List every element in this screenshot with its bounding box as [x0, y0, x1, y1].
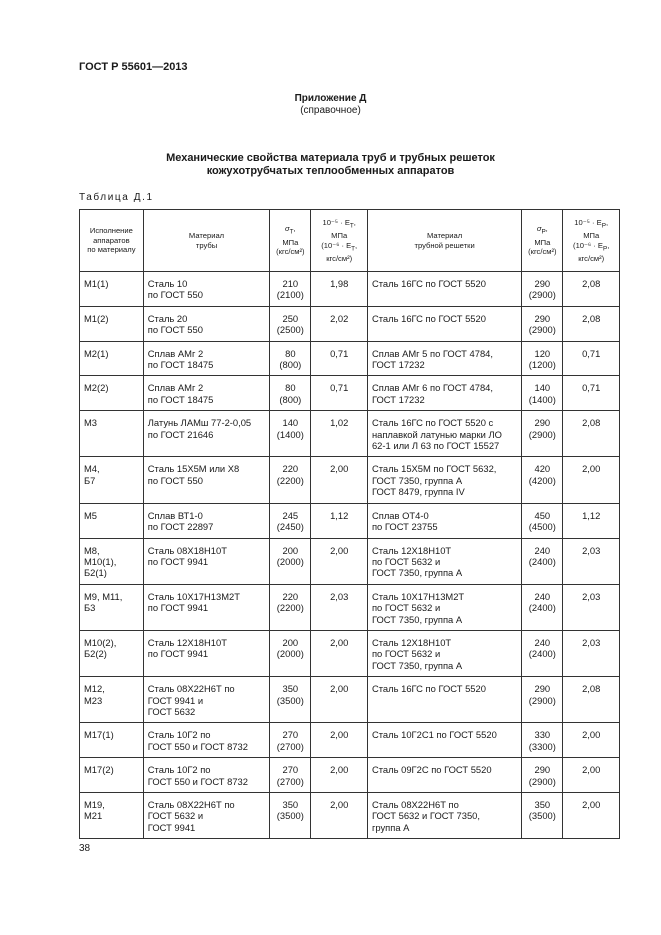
cell-execution: М10(2), Б2(2) — [80, 630, 144, 676]
cell-tube-material: Сталь 15Х5М или Х8 по ГОСТ 550 — [143, 457, 270, 503]
sigma-p-units: МПа (кгс/см²) — [528, 237, 557, 256]
cell-sigma-t: 210 (2100) — [270, 272, 311, 307]
header-sigma-p: $\sigma_P$, МПа (кгс/см²) — [522, 210, 563, 272]
cell-sigma-p: 290 (2900) — [522, 272, 563, 307]
e-t-subscript: T — [349, 222, 354, 230]
cell-sigma-p: 290 (2900) — [522, 306, 563, 341]
cell-execution: М1(1) — [80, 272, 144, 307]
header-execution: Исполнение аппаратов по материалу — [80, 210, 144, 272]
cell-execution: М8, М10(1), Б2(1) — [80, 538, 144, 584]
appendix-subtitle: (справочное) — [300, 105, 361, 116]
cell-e-p: 1,12 — [563, 503, 620, 538]
cell-sigma-p: 450 (4500) — [522, 503, 563, 538]
e-p-units: МПа (10⁻⁶ · E — [573, 231, 603, 250]
cell-tube-material: Сталь 10Г2 по ГОСТ 550 и ГОСТ 8732 — [143, 758, 270, 793]
table-header-row — [80, 210, 620, 272]
cell-sigma-t: 250 (2500) — [270, 306, 311, 341]
header-sheet-material: Материал трубной решетки — [367, 210, 521, 272]
sigma-t-units: МПа (кгс/см²) — [276, 237, 305, 256]
table-row — [80, 503, 620, 538]
document-title — [0, 152, 661, 178]
cell-e-t: 1,02 — [311, 411, 368, 457]
cell-e-p: 2,03 — [563, 630, 620, 676]
sigma-t-symbol: σ — [285, 224, 290, 234]
cell-e-p: 2,00 — [563, 457, 620, 503]
cell-execution: М4, Б7 — [80, 457, 144, 503]
sigma-p-symbol: σ — [536, 224, 542, 234]
e-p-subscript: P — [601, 222, 606, 230]
cell-e-t: 0,71 — [311, 376, 368, 411]
table-row — [80, 538, 620, 584]
cell-execution: М2(1) — [80, 341, 144, 376]
cell-e-t: 1,98 — [311, 272, 368, 307]
cell-sigma-p: 120 (1200) — [522, 341, 563, 376]
appendix-title: Приложение Д — [294, 93, 367, 104]
cell-sigma-t: 245 (2450) — [270, 503, 311, 538]
title-line-2: кожухотрубчатых теплообменных аппаратов — [206, 165, 455, 177]
header-tube-material: Материал трубы — [143, 210, 270, 272]
cell-execution: М3 — [80, 411, 144, 457]
cell-e-p: 2,08 — [563, 411, 620, 457]
table-row — [80, 677, 620, 723]
table-body — [80, 272, 620, 839]
cell-e-t: 2,02 — [311, 306, 368, 341]
cell-sheet-material: Сталь 16ГС по ГОСТ 5520 — [367, 306, 521, 341]
cell-execution: М12, М23 — [80, 677, 144, 723]
cell-sheet-material: Сталь 08Х22Н6Т по ГОСТ 5632 и ГОСТ 7350, группа А — [367, 793, 521, 839]
cell-sigma-p: 290 (2900) — [522, 677, 563, 723]
title-line-1: Механические свойства материала труб и трубных решеток — [166, 152, 495, 164]
header-e-t: $10^{-5} \cdot E_T$, МПа ($10^{-6} \cdot E_T$, кгс/см²) — [311, 210, 368, 272]
standard-header: ГОСТ Р 55601—2013 — [79, 61, 188, 73]
cell-e-t: 0,71 — [311, 341, 368, 376]
header-sigma-t: $\sigma_T$, МПа (кгс/см²) — [270, 210, 311, 272]
cell-e-t: 2,00 — [311, 630, 368, 676]
cell-sheet-material: Сплав ОТ4-0 по ГОСТ 23755 — [367, 503, 521, 538]
page-number: 38 — [79, 843, 91, 854]
e-t-units: МПа (10⁻⁶ · E — [321, 231, 352, 250]
cell-sigma-t: 140 (1400) — [270, 411, 311, 457]
cell-e-p: 2,03 — [563, 538, 620, 584]
header-e-p: $10^{-5} \cdot E_P$, МПа ($10^{-6} \cdot E_P$, кгс/см²) — [563, 210, 620, 272]
table-row — [80, 306, 620, 341]
cell-sigma-p: 290 (2900) — [522, 758, 563, 793]
e-p-tail: кгс/см²) — [578, 253, 605, 263]
cell-tube-material: Сталь 10 по ГОСТ 550 — [143, 272, 270, 307]
cell-tube-material: Сталь 12Х18Н10Т по ГОСТ 9941 — [143, 630, 270, 676]
cell-sheet-material: Сплав АМг 6 по ГОСТ 4784, ГОСТ 17232 — [367, 376, 521, 411]
sigma-p-subscript: P — [541, 229, 546, 236]
cell-sigma-t: 350 (3500) — [270, 793, 311, 839]
cell-sheet-material: Сталь 16ГС по ГОСТ 5520 — [367, 677, 521, 723]
cell-execution: М17(2) — [80, 758, 144, 793]
cell-execution: М19, М21 — [80, 793, 144, 839]
cell-e-t: 2,00 — [311, 457, 368, 503]
e-p-top: 10⁻⁵ · E — [574, 217, 602, 227]
cell-e-t: 2,03 — [311, 584, 368, 630]
cell-execution: М5 — [80, 503, 144, 538]
appendix-block — [0, 93, 661, 117]
cell-e-t: 1,12 — [311, 503, 368, 538]
cell-sigma-t: 200 (2000) — [270, 630, 311, 676]
table-row — [80, 630, 620, 676]
cell-tube-material: Сплав АМг 2 по ГОСТ 18475 — [143, 376, 270, 411]
table-row — [80, 758, 620, 793]
cell-e-p: 2,08 — [563, 272, 620, 307]
table-row — [80, 411, 620, 457]
cell-sigma-p: 350 (3500) — [522, 793, 563, 839]
cell-execution: М9, М11, Б3 — [80, 584, 144, 630]
cell-sigma-t: 200 (2000) — [270, 538, 311, 584]
e-t-subscript-2: T — [351, 245, 356, 253]
cell-e-p: 2,00 — [563, 758, 620, 793]
cell-tube-material: Сталь 20 по ГОСТ 550 — [143, 306, 270, 341]
cell-e-p: 2,00 — [563, 793, 620, 839]
cell-execution: М2(2) — [80, 376, 144, 411]
cell-tube-material: Сталь 10Х17Н13М2Т по ГОСТ 9941 — [143, 584, 270, 630]
cell-tube-material: Сталь 08Х22Н6Т по ГОСТ 9941 и ГОСТ 5632 — [143, 677, 270, 723]
cell-sheet-material: Сталь 15Х5М по ГОСТ 5632, ГОСТ 7350, группа А ГОСТ 8479, группа IV — [367, 457, 521, 503]
cell-sigma-t: 80 (800) — [270, 376, 311, 411]
cell-tube-material: Латунь ЛАМш 77-2-0,05 по ГОСТ 21646 — [143, 411, 270, 457]
cell-sheet-material: Сталь 10Г2С1 по ГОСТ 5520 — [367, 723, 521, 758]
cell-e-t: 2,00 — [311, 793, 368, 839]
cell-tube-material: Сплав АМг 2 по ГОСТ 18475 — [143, 341, 270, 376]
cell-e-p: 0,71 — [563, 376, 620, 411]
cell-sigma-p: 140 (1400) — [522, 376, 563, 411]
table-row — [80, 272, 620, 307]
cell-e-t: 2,00 — [311, 538, 368, 584]
cell-sigma-t: 350 (3500) — [270, 677, 311, 723]
cell-sigma-t: 220 (2200) — [270, 584, 311, 630]
cell-execution: М17(1) — [80, 723, 144, 758]
cell-tube-material: Сталь 08Х22Н6Т по ГОСТ 5632 и ГОСТ 9941 — [143, 793, 270, 839]
cell-sigma-p: 290 (2900) — [522, 411, 563, 457]
e-p-subscript-2: P — [602, 245, 608, 253]
cell-sigma-p: 420 (4200) — [522, 457, 563, 503]
sigma-t-subscript: T — [289, 229, 294, 236]
cell-sigma-p: 330 (3300) — [522, 723, 563, 758]
cell-sheet-material: Сталь 16ГС по ГОСТ 5520 с наплавкой латунью марки ЛО 62-1 или Л 63 по ГОСТ 15527 — [367, 411, 521, 457]
cell-sigma-t: 220 (2200) — [270, 457, 311, 503]
cell-sigma-p: 240 (2400) — [522, 584, 563, 630]
cell-execution: М1(2) — [80, 306, 144, 341]
e-t-top: 10⁻⁵ · E — [322, 217, 350, 227]
table-caption: Таблица Д.1 — [79, 192, 154, 203]
cell-e-p: 2,08 — [563, 306, 620, 341]
e-t-tail: кгс/см²) — [326, 253, 353, 263]
cell-tube-material: Сталь 10Г2 по ГОСТ 550 и ГОСТ 8732 — [143, 723, 270, 758]
cell-tube-material: Сплав ВТ1-0 по ГОСТ 22897 — [143, 503, 270, 538]
cell-sigma-p: 240 (2400) — [522, 538, 563, 584]
table-row — [80, 376, 620, 411]
cell-e-t: 2,00 — [311, 723, 368, 758]
table-row — [80, 584, 620, 630]
cell-sigma-t: 270 (2700) — [270, 723, 311, 758]
cell-e-p: 2,03 — [563, 584, 620, 630]
cell-e-p: 0,71 — [563, 341, 620, 376]
mechanical-properties-table — [79, 209, 620, 839]
cell-sigma-t: 270 (2700) — [270, 758, 311, 793]
table-row — [80, 341, 620, 376]
cell-sheet-material: Сталь 16ГС по ГОСТ 5520 — [367, 272, 521, 307]
cell-e-t: 2,00 — [311, 758, 368, 793]
table-row — [80, 723, 620, 758]
cell-sheet-material: Сталь 09Г2С по ГОСТ 5520 — [367, 758, 521, 793]
cell-sigma-t: 80 (800) — [270, 341, 311, 376]
cell-sheet-material: Сплав АМг 5 по ГОСТ 4784, ГОСТ 17232 — [367, 341, 521, 376]
table-row — [80, 457, 620, 503]
cell-sigma-p: 240 (2400) — [522, 630, 563, 676]
cell-tube-material: Сталь 08Х18Н10Т по ГОСТ 9941 — [143, 538, 270, 584]
cell-sheet-material: Сталь 10Х17Н13М2Т по ГОСТ 5632 и ГОСТ 7350, группа А — [367, 584, 521, 630]
cell-e-t: 2,00 — [311, 677, 368, 723]
cell-sheet-material: Сталь 12Х18Н10Т по ГОСТ 5632 и ГОСТ 7350, группа А — [367, 630, 521, 676]
cell-sheet-material: Сталь 12Х18Н10Т по ГОСТ 5632 и ГОСТ 7350, группа А — [367, 538, 521, 584]
table-row — [80, 793, 620, 839]
cell-e-p: 2,08 — [563, 677, 620, 723]
cell-e-p: 2,00 — [563, 723, 620, 758]
